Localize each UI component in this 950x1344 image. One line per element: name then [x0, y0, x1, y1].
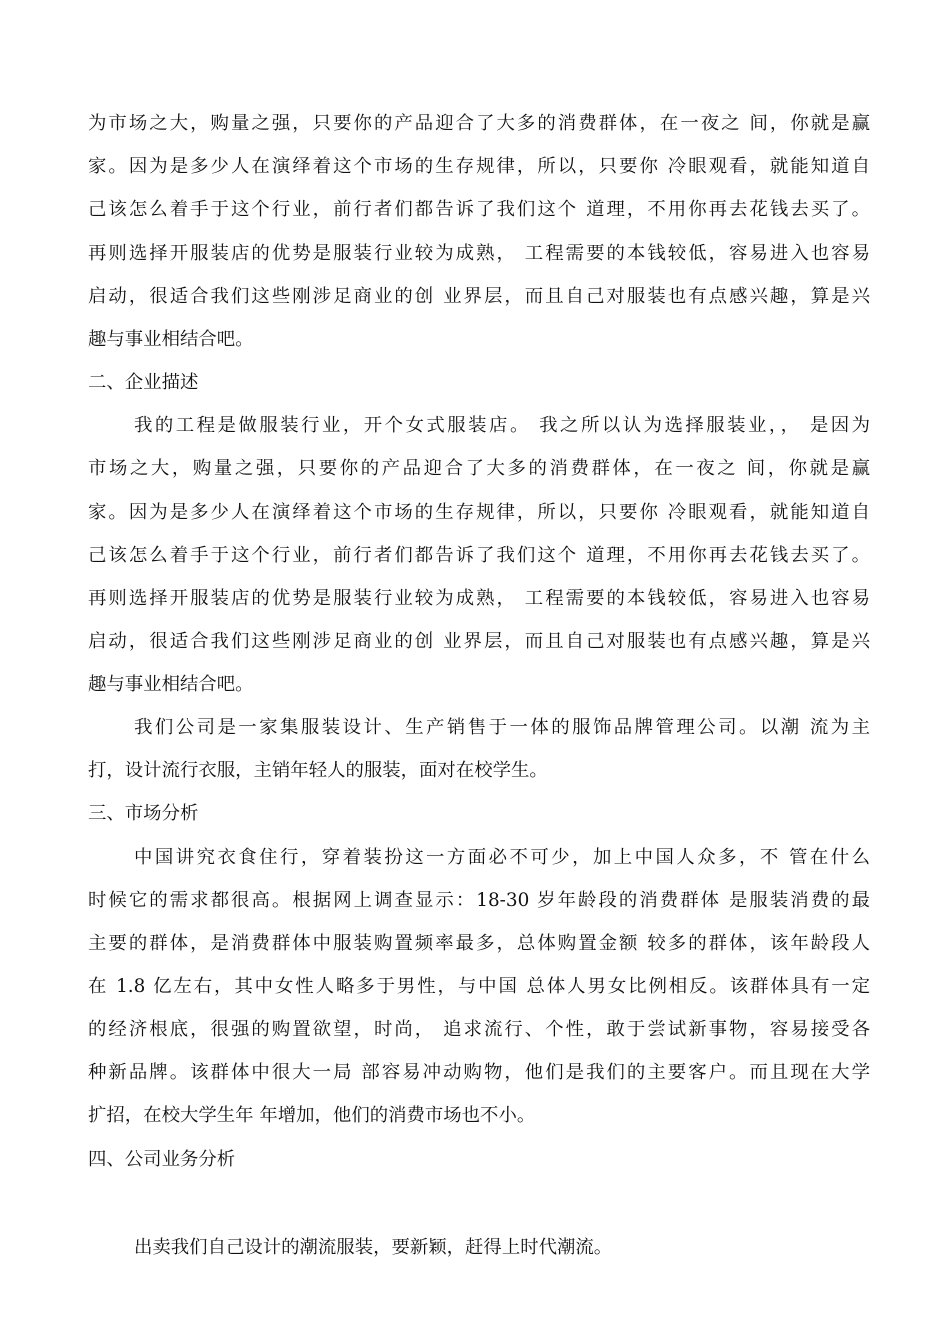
paragraph-line: 我们公司是一家集服装设计、生产销售于一体的服饰品牌管理公司。以潮 流为主: [134, 717, 870, 738]
paragraph-line: 为市场之大，购量之强，只要你的产品迎合了大多的消费群体，在一夜之 间，你就是赢: [88, 113, 870, 134]
paragraph-line: 在 1.8 亿左右，其中女性人略多于男性，与中国 总体人男女比例相反。该群体具有一定: [88, 976, 870, 997]
section-heading-enterprise-description: 二、企业描述: [88, 372, 199, 393]
paragraph-line: 己该怎么着手于这个行业，前行者们都告诉了我们这个 道理，不用你再去花钱去买了。: [88, 199, 870, 220]
paragraph-line: 己该怎么着手于这个行业，前行者们都告诉了我们这个 道理，不用你再去花钱去买了。: [88, 545, 870, 566]
section-heading-business-analysis: 四、公司业务分析: [88, 1149, 236, 1170]
paragraph-line: 打，设计流行衣服，主销年轻人的服装，面对在校学生。: [88, 760, 548, 781]
paragraph-line: 时候它的需求都很高。根据网上调查显示：18-30 岁年龄段的消费群体 是服装消费的最: [88, 890, 870, 911]
paragraph-line: 出卖我们自己设计的潮流服装，要新颖，赶得上时代潮流。: [134, 1237, 613, 1258]
section-heading-market-analysis: 三、市场分析: [88, 803, 199, 824]
paragraph-line: 的经济根底，很强的购置欲望，时尚， 追求流行、个性，敢于尝试新事物，容易接受各: [88, 1019, 870, 1040]
paragraph-line: 种新品牌。该群体中很大一局 部容易冲动购物，他们是我们的主要客户。而且现在大学: [88, 1062, 870, 1083]
paragraph-line: 启动，很适合我们这些刚涉足商业的创 业界层，而且自己对服装也有点感兴趣，算是兴: [88, 631, 870, 652]
paragraph-line: 再则选择开服装店的优势是服装行业较为成熟， 工程需要的本钱较低，容易进入也容易: [88, 243, 870, 264]
paragraph-line: 中国讲究衣食住行，穿着装扮这一方面必不可少，加上中国人众多，不 管在什么: [134, 847, 870, 868]
paragraph-line: 再则选择开服装店的优势是服装行业较为成熟， 工程需要的本钱较低，容易进入也容易: [88, 588, 870, 609]
paragraph-line: 家。因为是多少人在演绎着这个市场的生存规律，所以，只要你 冷眼观看，就能知道自: [88, 502, 870, 523]
paragraph-line: 市场之大，购量之强，只要你的产品迎合了大多的消费群体，在一夜之 间，你就是赢: [88, 458, 870, 479]
paragraph-line: 我的工程是做服装行业，开个女式服装店。 我之所以认为选择服装业，， 是因为: [134, 415, 870, 436]
paragraph-line: 家。因为是多少人在演绎着这个市场的生存规律，所以，只要你 冷眼观看，就能知道自: [88, 156, 870, 177]
paragraph-line: 扩招，在校大学生年 年增加，他们的消费市场也不小。: [88, 1105, 536, 1126]
paragraph-line: 启动，很适合我们这些刚涉足商业的创 业界层，而且自己对服装也有点感兴趣，算是兴: [88, 286, 870, 307]
paragraph-line: 趣与事业相结合吧。: [88, 329, 254, 350]
paragraph-line: 趣与事业相结合吧。: [88, 674, 254, 695]
paragraph-line: 主要的群体，是消费群体中服装购置频率最多，总体购置金额 较多的群体，该年龄段人: [88, 933, 870, 954]
